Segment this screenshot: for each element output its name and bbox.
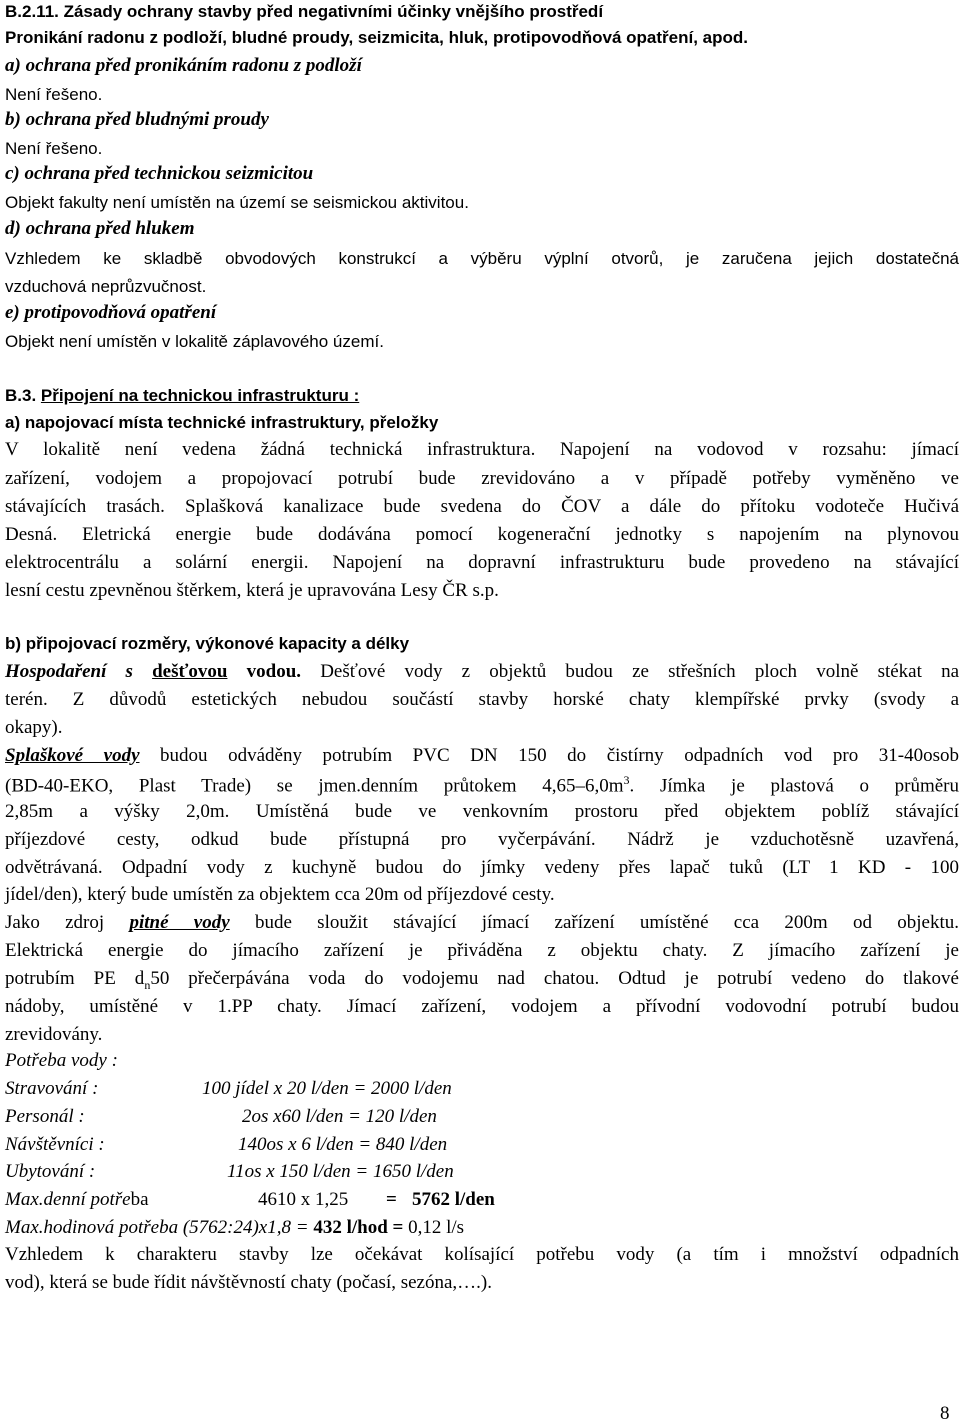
max-daily-calc: 4610 x 1,25: [258, 1189, 349, 1210]
rain-label-underlined: dešťovou: [152, 661, 228, 682]
paragraph-line: Desná. Eletrická energie bude dodávána pomocí kogenerační jednotky s napojením na plynovou: [5, 524, 959, 545]
paragraph-line: 2,85m a výšky 2,0m. Umístěná bude ve venkovním prostoru před objektem poblíž stávající: [5, 801, 959, 822]
max-daily-result: 5762 l/den: [412, 1189, 495, 1210]
subsection-d-text-line: vzduchová neprůzvučnost.: [5, 277, 207, 296]
infra-heading: [5, 386, 359, 406]
paragraph-line: vod), která se bude řídit návštěvností chaty (počasí, sezóna,….).: [5, 1272, 492, 1293]
paragraph-line: jídel/den), který bude umístěn za objektem cca 20m od příjezdové cesty.: [5, 884, 555, 905]
drinking-water-label: pitné vody: [129, 912, 230, 933]
subsection-b-text: Není řešeno.: [5, 139, 103, 158]
demand-row-label: Ubytování :: [5, 1161, 96, 1182]
section-title: B.2.11. Zásady ochrany stavby před negativními účinky vnějšího prostředí: [5, 2, 604, 21]
max-daily-equals: =: [386, 1189, 397, 1210]
paragraph-line: terén. Z důvodů estetických nebudou součástí stavby horské chaty klempířské prvky (svody a: [5, 689, 959, 710]
paragraph-line: Vzhledem k charakteru stavby lze očekávat kolísající potřebu vody (a tím i množství odpadních: [5, 1244, 959, 1265]
subsection-a-text: Není řešeno.: [5, 85, 103, 104]
demand-row-label: Personál :: [5, 1106, 85, 1127]
paragraph-line: zařízení, vodojem a propojovací potrubí bude zrevidováno a v případě potřeby vyměněno ve: [5, 468, 959, 489]
paragraph-line: odvětrávaná. Odpadní vody z kuchyně budou do jímky vedeny přes lapač tuků (LT 1 KD - 100: [5, 857, 959, 878]
sewage-label: Splaškové vody: [5, 745, 140, 766]
paragraph-line: potrubím PE $d_n50$ přečerpávána voda do vodojemu nad chatou. Odtud je potrubí vedeno do tlakové: [5, 968, 959, 992]
demand-row-calc: 100 jídel x 20 l/den = 2000 l/den: [202, 1078, 452, 1099]
demand-row-label: Návštěvníci :: [5, 1134, 105, 1155]
paragraph-line: zrevidovány.: [5, 1024, 103, 1045]
paragraph-line: elektrocentrálu a solární energii. Napojení na dopravní infrastrukturu bude provedeno na stávající: [5, 552, 959, 573]
section-subtitle: Pronikání radonu z podloží, bludné proudy, seizmicita, hluk, protipovodňová opatření, apod.: [5, 28, 749, 47]
paragraph-line: stávajících trasách. Splašková kanalizace bude svedena do ČOV a dále do přítoku vodoteče Hučivá: [5, 496, 959, 517]
infra-number: B.3.: [5, 386, 37, 405]
paragraph-line: Jako zdroj pitné vody bude sloužit stávající jímací zařízení umístěné cca 200m od objektu.: [5, 912, 959, 933]
max-hourly-result: 432 l/hod =: [313, 1217, 404, 1238]
infra-a-title: a) napojovací místa technické infrastruktury, přeložky: [5, 413, 439, 432]
paragraph-line: příjezdové cesty, odkud bude přístupná pro vyčerpávání. Nádrž je vzduchotěsně uzavřená,: [5, 829, 959, 850]
superscript: 3: [623, 773, 630, 787]
subsection-d-text-line: Vzhledem ke skladbě obvodových konstrukcí a výběru výplní otvorů, je zaručena jejich dostatečná: [5, 249, 959, 268]
subscript: n: [144, 977, 151, 992]
demand-row-label: Stravování :: [5, 1078, 99, 1099]
infra-b-title: b) připojovací rozměry, výkonové kapacity a délky: [5, 634, 410, 653]
paragraph-line: Hospodaření s dešťovou vodou. Dešťové vody z objektů budou ze střešních ploch volně stékat na: [5, 661, 960, 682]
paragraph-line: Splaškové vody budou odváděny potrubím PVC DN 150 do čistírny odpadních vod pro 31-40osob: [5, 745, 959, 766]
paragraph-line: lesní cestu zpevněnou štěrkem, která je upravována Lesy ČR s.p.: [5, 580, 499, 601]
paragraph-line: Elektrická energie do jímacího zařízení je přiváděna z objektu chaty. Z jímacího zařízení je: [5, 940, 959, 961]
subsection-c-text: Objekt fakulty není umístěn na území se seismickou aktivitou.: [5, 193, 469, 212]
demand-row-calc: 2os x60 l/den = 120 l/den: [242, 1106, 437, 1127]
max-daily-label: Max.denní potřeba: [5, 1189, 149, 1210]
demand-row-calc: 11os x 150 l/den = 1650 l/den: [227, 1161, 454, 1182]
paragraph-line: nádoby, umístěné v 1.PP chaty. Jímací zařízení, vodojem a přívodní vodovodní potrubí budou: [5, 996, 959, 1017]
subsection-e-title: e) protipovodňová opatření: [5, 302, 217, 323]
paragraph-line: (BD-40-EKO, Plast Trade) se jmen.denním průtokem $4,65-6,0m^3$. Jímka je plastová o průměru: [5, 773, 959, 797]
max-hourly-line: Max.hodinová potřeba (5762:24)x1,8 = 432 l/hod = 0,12 l/s: [5, 1217, 465, 1238]
water-demand-title: Potřeba vody :: [5, 1050, 118, 1071]
subsection-b-title: b) ochrana před bludnými proudy: [5, 109, 269, 130]
subsection-a-title: a) ochrana před pronikáním radonu z podloží: [5, 55, 362, 76]
subsection-e-text: Objekt není umístěn v lokalitě záplavového území.: [5, 332, 384, 351]
max-hourly-label: Max.hodinová potřeba (5762:24)x1,8 =: [5, 1217, 309, 1238]
infra-title: Připojení na technickou infrastrukturu :: [40, 386, 360, 405]
demand-row-calc: 140os x 6 l/den = 840 l/den: [238, 1134, 448, 1155]
page-number: 8: [940, 1403, 950, 1424]
subsection-c-title: c) ochrana před technickou seizmicitou: [5, 163, 314, 184]
paragraph-line: okapy).: [5, 717, 63, 738]
rain-label: Hospodaření s: [5, 661, 153, 682]
subsection-d-title: d) ochrana před hlukem: [5, 218, 195, 239]
paragraph-line: V lokalitě není vedena žádná technická infrastruktura. Napojení na vodovod v rozsahu: jímací: [5, 439, 959, 460]
